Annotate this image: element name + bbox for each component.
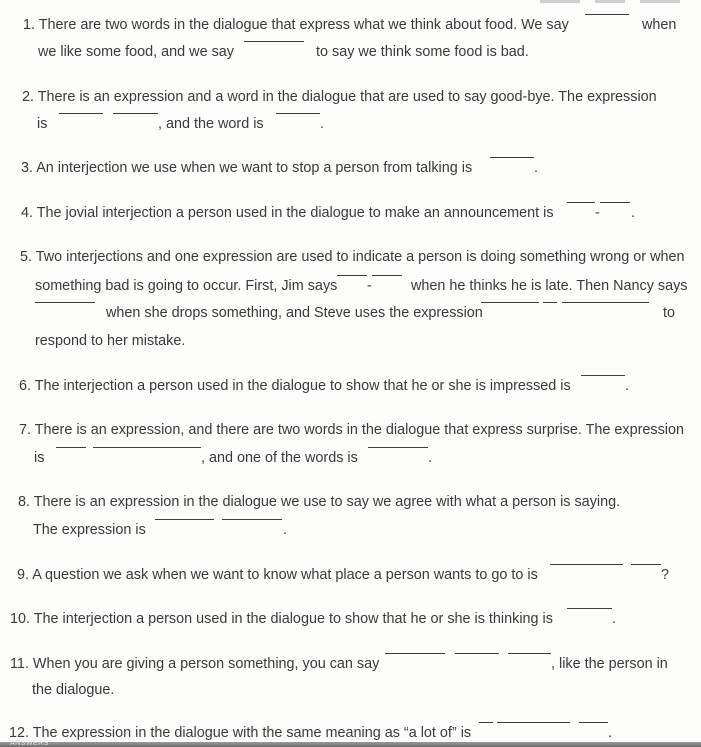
question-4-line-1 — [0, 202, 701, 224]
answer-blank[interactable] — [155, 519, 214, 520]
punctuation: . — [625, 378, 629, 394]
question-1-text: 1. There are two words in the dialogue that express what we think about food. We say — [23, 17, 569, 33]
question-7-text: is — [34, 450, 45, 466]
question-8-text: The expression is — [33, 522, 146, 538]
question-7-line-1 — [0, 419, 701, 441]
question-5-line-1 — [0, 246, 701, 268]
question-3-line-1 — [0, 157, 701, 179]
question-9-text: 9. A question we ask when we want to know what place a person wants to go to is — [17, 567, 538, 583]
cropped-header-fragment — [540, 0, 690, 4]
answer-blank[interactable] — [337, 275, 367, 276]
question-9-line-1 — [0, 564, 701, 586]
question-1-text: to say we think some food is bad. — [316, 44, 529, 60]
answer-blank[interactable] — [579, 722, 608, 723]
question-8-line-1 — [0, 491, 701, 513]
answer-blank[interactable] — [368, 447, 428, 448]
question-2-text: 2. There is an expression and a word in the dialogue that are used to say good-bye. The expression — [22, 89, 657, 105]
punctuation: . — [534, 160, 538, 176]
question-2-text: , and the word is — [158, 116, 264, 132]
question-8-text: 8. There is an expression in the dialogue we use to say we agree with what a person is saying. — [18, 494, 621, 510]
question-11-line-2 — [0, 679, 701, 701]
answer-blank[interactable] — [508, 653, 551, 654]
answer-blank[interactable] — [585, 14, 629, 15]
punctuation: . — [608, 725, 612, 741]
punctuation: - — [595, 205, 600, 221]
question-6-text: 6. The interjection a person used in the dialogue to show that he or she is impressed is — [19, 378, 571, 394]
answer-blank[interactable] — [581, 375, 625, 376]
answer-blank[interactable] — [479, 722, 493, 723]
answer-blank[interactable] — [372, 275, 402, 276]
answer-blank[interactable] — [385, 653, 445, 654]
question-10-line-1 — [0, 608, 701, 630]
question-2-line-2 — [0, 113, 701, 135]
answer-blank[interactable] — [600, 202, 630, 203]
punctuation: - — [367, 278, 372, 294]
answer-blank[interactable] — [113, 113, 158, 114]
answer-blank[interactable] — [59, 113, 103, 114]
question-11-text: 11. When you are giving a person something, you can say — [10, 656, 380, 672]
question-5-text: 5. Two interjections and one expression are used to indicate a person is doing something wrong or when — [20, 249, 685, 265]
answer-blank[interactable] — [543, 302, 557, 303]
answer-blank[interactable] — [631, 564, 661, 565]
question-5-text: when he thinks he is late. Then Nancy says — [411, 278, 688, 294]
answer-blank[interactable] — [244, 41, 304, 42]
punctuation: . — [283, 522, 287, 538]
question-4-text: 4. The jovial interjection a person used in the dialogue to make an announcement is — [21, 205, 554, 221]
question-3-text: 3. An interjection we use when we want to stop a person from talking is — [21, 160, 473, 176]
question-5-text: respond to her mistake. — [35, 333, 186, 349]
answer-blank[interactable] — [276, 113, 320, 114]
answer-blank[interactable] — [56, 447, 86, 448]
question-10-text: 10. The interjection a person used in the dialogue to show that he or she is thinking is — [10, 611, 553, 627]
question-5-line-2 — [0, 275, 701, 297]
question-5-line-4 — [0, 330, 701, 352]
question-11-text: , like the person in — [551, 656, 668, 672]
answer-blank[interactable] — [222, 519, 282, 520]
answer-blank[interactable] — [567, 608, 612, 609]
punctuation: . — [612, 611, 616, 627]
answer-blank[interactable] — [562, 302, 649, 303]
question-5-text: when she drops something, and Steve uses the expression — [106, 305, 483, 321]
question-11-text: the dialogue. — [32, 682, 115, 698]
answer-blank[interactable] — [567, 202, 595, 203]
punctuation: . — [631, 205, 635, 221]
question-1-text: we like some food, and we say — [38, 44, 234, 60]
answer-blank[interactable] — [497, 722, 570, 723]
question-6-line-1 — [0, 375, 701, 397]
footer-label: ANSWERS — [10, 740, 49, 747]
answer-blank[interactable] — [93, 447, 201, 448]
answer-blank[interactable] — [481, 302, 539, 303]
question-12-text: 12. The expression in the dialogue with the same meaning as “a lot of” is — [9, 725, 472, 741]
question-1-line-1 — [0, 14, 701, 36]
question-5-text: to — [663, 305, 676, 321]
question-8-line-2 — [0, 519, 701, 541]
answer-blank[interactable] — [455, 653, 499, 654]
question-7-text: 7. There is an expression, and there are two words in the dialogue that express surprise. The expression — [19, 422, 685, 438]
question-11-line-1 — [0, 653, 701, 675]
question-7-text: , and one of the words is — [201, 450, 358, 466]
question-12-line-1 — [0, 722, 701, 744]
punctuation: . — [428, 450, 432, 466]
answer-blank[interactable] — [490, 157, 534, 158]
question-1-line-2 — [0, 41, 701, 63]
punctuation: . — [320, 116, 324, 132]
question-5-line-3 — [0, 302, 701, 324]
punctuation: ? — [661, 567, 670, 583]
answer-blank[interactable] — [35, 302, 95, 303]
question-2-line-1 — [0, 86, 701, 108]
question-2-text: is — [37, 116, 48, 132]
answer-blank[interactable] — [550, 564, 623, 565]
question-7-line-2 — [0, 447, 701, 469]
question-1-text: when — [642, 17, 677, 33]
footer-bar — [0, 742, 701, 747]
question-5-text: something bad is going to occur. First, Jim says — [35, 278, 338, 294]
